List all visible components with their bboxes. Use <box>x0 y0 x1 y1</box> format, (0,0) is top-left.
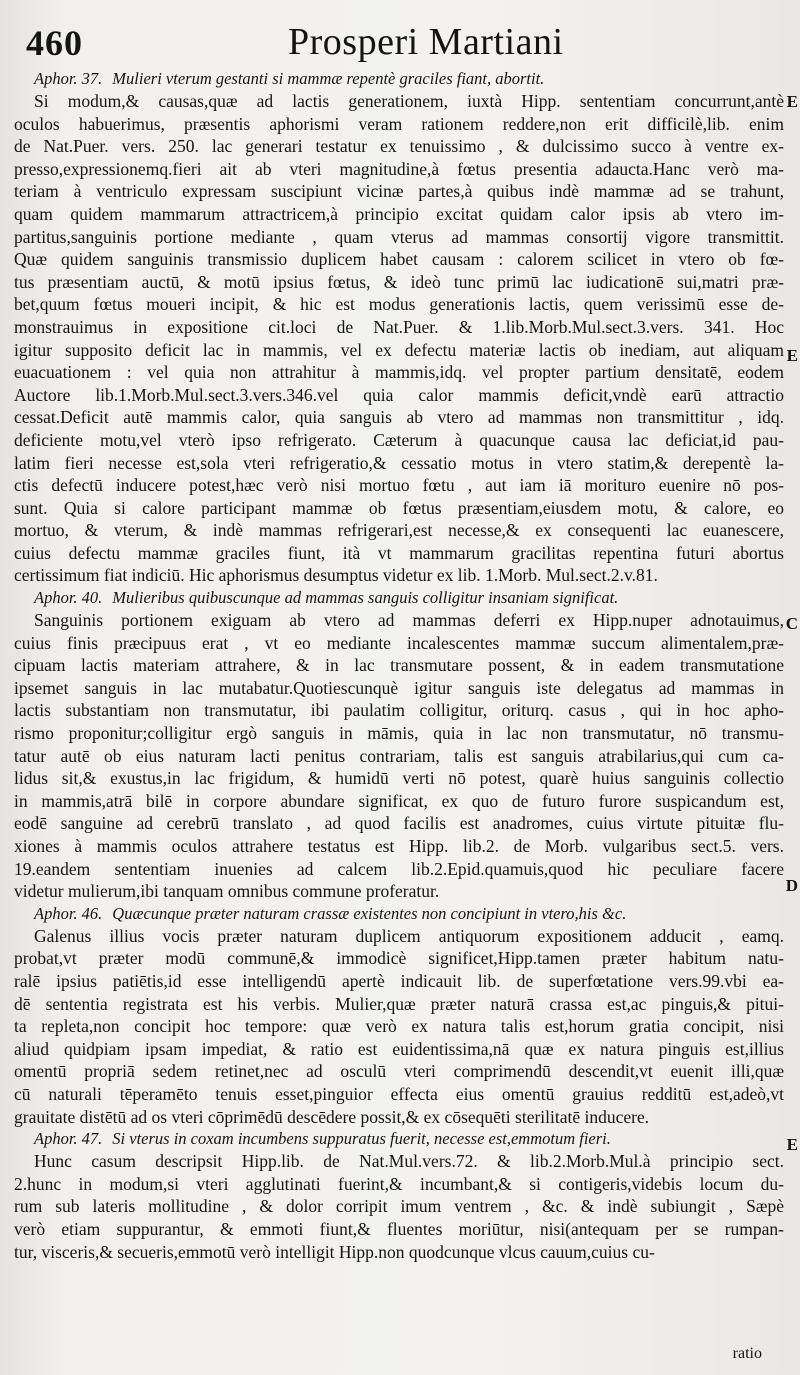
aphorism-text: Si vterus in coxam incumbens suppuratus fuerit, necesse est,emmotum fieri. <box>112 1129 611 1149</box>
aphorism-text: Mulieribus quibuscunque ad mammas sanguis colligitur insaniam significat. <box>112 588 619 608</box>
text-line: ta repleta,non concipit hoc tempore: quæ verò ex natura talis est,horum gratia concipit, nisi <box>14 1016 784 1037</box>
text-line: dē sententia registrata est his verbis. Mulier,quæ præter naturā crassa est,ac pinguis,& pitui- <box>14 993 784 1014</box>
text-line: oculos habuerimus, præsentis aphorismi veram rationem reddere,non erit difficilè,lib. enim <box>14 113 784 134</box>
text-line: latim fieri necesse est,sola vteri refrigeratio,& cessatio motus in vtero statim,& derepentè la- <box>14 452 784 473</box>
margin-letter: E <box>786 1135 798 1154</box>
text-line: monstrauimus in expositione cit.loci de Nat.Puer. & 1.lib.Morb.Mul.sect.3.vers. 341. Hoc <box>14 316 784 337</box>
aphorism-heading <box>14 68 784 90</box>
page-body <box>14 68 784 1263</box>
text-line: grauitate distētū ad os vteri cōprimēdū descēdere possit,& ex cōsequēti sterilitatē inducere. <box>14 1106 650 1127</box>
text-line: in mammis,atrā bilē in corpore abundare significat, ex quo de futuro furore suspicandum est, <box>14 790 784 811</box>
text-line: probat,vt præter modū communē,& immodicè significet,Hipp.tamen præter habitum natu- <box>14 948 784 969</box>
text-line: de Nat.Puer. vers. 250. lac generari testatur ex tenuissimo , & dulcissimo succo à ventre ex- <box>14 136 784 157</box>
aphorism-heading <box>14 587 784 609</box>
text-line: omentū propriā sedem retinet,nec ad osculū vteri comprimendū descendit,vt euenit illi,quæ <box>14 1061 784 1082</box>
margin-letter: D <box>785 876 798 895</box>
text-line: mortuo, & vterum, & indè mammas refrigerari,est necesse,& ex consequenti lac euanescere, <box>14 520 784 541</box>
text-line: teriam à ventriculo expressam suscipiunt vicinæ partes,à quibus indè mammæ ad se trahunt, <box>14 181 784 202</box>
text-line: Auctore lib.1.Morb.Mul.sect.3.vers.346.vel quia calor mammis deficit,vndè earū attractio <box>14 384 784 405</box>
text-line: eodē sanguine ad cerebrū translato , ad quod facilis est anadromes, cuius virtute pituitæ flu- <box>14 813 784 834</box>
text-line: rum sub lateris mollitudine , & dolor corripit imum ventrem , &c. & indè subiungit , Sæpè <box>14 1196 784 1217</box>
text-line: tus præsentiam auctū, & motū ipsius fœtus, & ideò tunc primū lac iudicationē sui,matri præ- <box>14 271 784 292</box>
text-line: presso,expressionemq.fieri ait ab vteri magnitudine,à fœtus presentia adaucta.Hanc verò ma- <box>14 158 784 179</box>
text-line: Galenus illius vocis præter naturam duplicem antiquorum expositionem adducit , eamq. <box>34 925 784 946</box>
running-title: Prosperi Martiani <box>288 21 564 63</box>
text-line: partitus,sanguinis portione mediante , quam vterus ad mammas consortij vigore transmittit. <box>14 226 784 247</box>
page-header <box>26 16 786 66</box>
commentary-paragraph <box>14 609 784 903</box>
text-line: cuius finis præcipuus erat , vt eo mediante incalescentes mammæ succum alimentalem,præ- <box>14 632 784 653</box>
text-line: lidus sit,& exustus,in lac frigidum, & humidū verti nō potest, quarè huius sanguinis collectio <box>14 768 784 789</box>
aphorism-text: Quæcunque præter naturam crassæ existentes non concipiunt in vtero,his &c. <box>112 903 627 923</box>
text-line: ipsemet sanguis in lac mutabatur.Quotiescunquè igitur sanguis iste delegatus ad mammas in <box>14 677 784 698</box>
text-line: Sanguinis portionem exiguam ab vtero ad mammas deferri ex Hipp.nuper adnotauimus, <box>34 610 784 631</box>
text-line: bet,quum fœtus moueri incipit, & hic est modus generationis lactis, quem verissimū esse de- <box>14 294 784 315</box>
text-line: 19.eandem sententiam inuenies ad calcem lib.2.Epid.quamuis,quod hic peculiare facere <box>14 858 784 879</box>
text-line: xiones à mammis oculos attrahere testatus est Hipp. lib.2. de Morb. vulgaribus sect.5. vers. <box>14 836 784 856</box>
aphorism-number: Aphor. 47. <box>34 1129 103 1149</box>
commentary-paragraph <box>14 90 784 587</box>
commentary-paragraph <box>14 925 784 1128</box>
text-line: cipuam lactis materiam attrahere, & in lac transmutare possent, & in eadem transmutatione <box>14 655 784 676</box>
text-line: cū naturali tēperamēto tenuis esset,pinguior effecta eius omentū grauius redditū est,adeò,vt <box>14 1083 784 1104</box>
text-line: certissimum fiat indiciū. Hic aphorismus desumptus videtur ex lib. 1.Morb. Mul.sect.2.v.81. <box>14 565 658 586</box>
text-line: rismo proponitur;colligitur ergò sanguis in māmis, quia in lac non transmutatur, nō transmu- <box>14 723 784 744</box>
text-line: ralē ipsius patiētis,id esse intelligendū apertè indicauit lib. de superfœtatione vers.99.vbi ea- <box>14 970 784 991</box>
aphorism-number: Aphor. 46. <box>34 903 103 923</box>
text-line: ctis defectū inducere potest,hæc verò nisi mortuo fœtu , aut iam iā morituro euenire nō pos- <box>14 475 784 496</box>
margin-letter: E <box>786 346 798 365</box>
text-line: cuius defectu mammæ graciles fiunt, ità vt mammarum gracilitas repentina futuri abortus <box>14 542 784 563</box>
aphorism-number: Aphor. 40. <box>34 588 103 608</box>
margin-letter: E <box>786 92 798 111</box>
text-line: videtur mulierum,ibi tanquam omnibus commune proferatur. <box>14 881 440 902</box>
text-line: sunt. Quia si calore participant mammæ ob fœtus præsentiam,eiusdem motu, & calore, eo <box>14 497 784 518</box>
aphorism-heading <box>14 1128 784 1150</box>
aphorism-number: Aphor. 37. <box>34 69 103 88</box>
text-line: tatur autē ob eius naturam lacti penitus contrariam, talis est sanguis atrabilarius,qui cum ca- <box>14 745 784 766</box>
text-line: tur, visceris,& secueris,emmotū verò intelligit Hipp.non quodcunque vlcus cauum,cuius cu- <box>14 1241 655 1262</box>
text-line: deficiente motu,vel vterò ipso refrigerato. Cæterum à quacunque causa lac deficiat,id pau- <box>14 429 784 450</box>
aphorism-text: Mulieri vterum gestanti si mammæ repentè graciles fiant, abortit. <box>112 69 545 88</box>
page-number: 460 <box>26 23 83 63</box>
text-line: igitur supposito deficit lac in mammis, vel ex defectu materiæ lactis ob inediam, aut aliquam <box>14 339 784 360</box>
text-line: 2.hunc in modum,si vteri agglutinati fuerint,& incumbant,& si contigeris,videbis locum du- <box>14 1173 784 1194</box>
margin-letter: C <box>785 614 798 633</box>
aphorism-heading <box>14 903 784 925</box>
text-line: Si modum,& causas,quæ ad lactis generationem, iuxtà Hipp. sententiam concurrunt,antè <box>34 91 784 111</box>
text-line: cessat.Deficit autē mammis calor, quia sanguis ab vtero ad mammas non transmittitur , idq. <box>14 407 784 428</box>
commentary-paragraph <box>14 1150 784 1263</box>
text-line: quam quidem mammarum attractricem,à principio excitat quidam calor ipsis ab vtero im- <box>14 203 784 224</box>
text-line: lactis substantiam non transmutatur, ibi paulatim colligitur, oriturq. casus , qui in hoc apho- <box>14 700 784 721</box>
text-line: Hunc casum descripsit Hipp.lib. de Nat.Mul.vers.72. & lib.2.Morb.Mul.à principio sect. <box>34 1151 784 1172</box>
text-line: verò etiam suppurantur, & emmoti fiunt,& fluentes moriūtur, nisi(antequam per se rumpan- <box>14 1218 784 1239</box>
catchword: ratio <box>732 1345 762 1362</box>
text-line: euacuationem : vel quia non attrahitur à mammis,idq. vel propter partium densitatē, eodem <box>14 362 784 383</box>
text-line: aliud quidpiam ipsam impediat, & ratio est euidentissima,nā quæ ex natura pinguis est,illius <box>14 1038 784 1059</box>
text-line: Quæ quidem sanguinis transmissio duplicem habet causam : calorem scilicet in vtero ob fœ- <box>14 249 784 270</box>
